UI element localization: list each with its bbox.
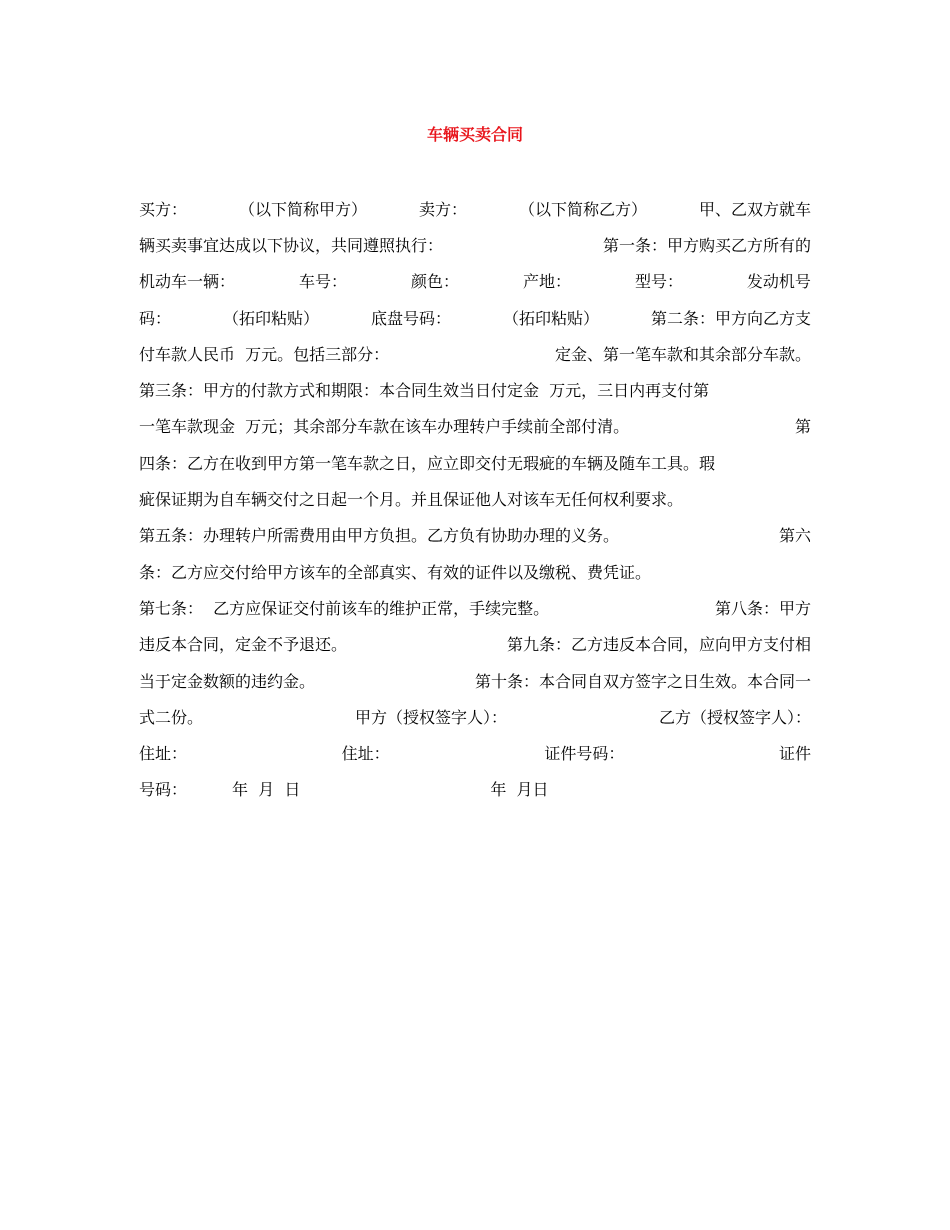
contract-text: 底盘号码： [370, 308, 451, 328]
contract-line [139, 480, 811, 516]
contract-text: 第三条：甲方的付款方式和期限：本合同生效当日付定金 万元，三日内再支付第 [139, 381, 710, 401]
contract-text: 定金、第一笔车款和其余部分车款。 [554, 344, 811, 364]
contract-text: 型号： [634, 272, 683, 292]
contract-line [139, 371, 811, 407]
contract-text: （拓印粘贴） [222, 308, 319, 328]
contract-line [139, 553, 811, 589]
contract-text: 第五条：办理转户所需费用由甲方负担。乙方负有协助办理的义务。 [139, 526, 620, 546]
contract-text: 码： [139, 308, 172, 328]
contract-text: 甲、乙双方就车 [698, 199, 811, 219]
contract-line [139, 444, 811, 480]
document-title: 车辆买卖合同 [426, 125, 523, 144]
contract-text: 当于定金数额的违约金。 [139, 671, 316, 691]
contract-text: 违反本合同，定金不予退还。 [139, 635, 348, 655]
contract-line [139, 263, 811, 299]
contract-text: 第十条：本合同自双方签字之日生效。本合同一 [474, 671, 811, 691]
contract-text: 第 [794, 417, 811, 437]
contract-text: 乙方（授权签字人）： [658, 707, 811, 727]
contract-text: 车号： [298, 272, 347, 292]
contract-text: 号码： [139, 780, 188, 800]
contract-line [139, 299, 811, 335]
contract-line [139, 626, 811, 662]
contract-text: 付车款人民币 万元。包括三部分： [139, 344, 390, 364]
contract-line [139, 408, 811, 444]
contract-text: 第九条：乙方违反本合同，应向甲方支付相 [506, 635, 811, 655]
contract-line [139, 190, 811, 226]
contract-text: 第八条：甲方 [714, 598, 811, 618]
contract-text: 疵保证期为自车辆交付之日起一个月。并且保证他人对该车无任何权利要求。 [139, 490, 684, 510]
contract-text: 年 月 日 [232, 780, 301, 800]
contract-text: 证件 [778, 744, 811, 764]
contract-text: （拓印粘贴） [502, 308, 599, 328]
contract-line [139, 698, 811, 734]
contract-line [139, 335, 811, 371]
contract-text: 住址： [341, 744, 390, 764]
contract-text: 四条：乙方在收到甲方第一笔车款之日，应立即交付无瑕疵的车辆及随车工具。瑕 [139, 453, 716, 473]
contract-line [139, 226, 811, 262]
contract-text: 第二条：甲方向乙方支 [650, 308, 811, 328]
contract-line [139, 589, 811, 625]
contract-text: 辆买卖事宜达成以下协议，共同遵照执行： [139, 235, 444, 255]
contract-text: （以下简称乙方） [518, 199, 647, 219]
contract-text: （以下简称甲方） [238, 199, 367, 219]
contract-text: 证件号码： [544, 744, 625, 764]
contract-line [139, 662, 811, 698]
contract-text: 颜色： [410, 272, 459, 292]
contract-text: 产地： [522, 272, 571, 292]
contract-line [139, 771, 811, 807]
contract-text: 年 月日 [490, 780, 549, 800]
contract-text: 第六 [778, 526, 811, 546]
contract-text: 第一条：甲方购买乙方所有的 [602, 235, 811, 255]
contract-text: 甲方（授权签字人）： [354, 707, 507, 727]
contract-text: 条：乙方应交付给甲方该车的全部真实、有效的证件以及缴税、费凭证。 [139, 562, 652, 582]
contract-text: 发动机号 [746, 272, 811, 292]
contract-line [139, 517, 811, 553]
contract-text: 第七条： 乙方应保证交付前该车的维护正常，手续完整。 [139, 598, 550, 618]
contract-text: 买方： [139, 199, 188, 219]
contract-text: 机动车一辆： [139, 272, 236, 292]
contract-body [139, 190, 811, 807]
contract-line [139, 734, 811, 770]
contract-text: 住址： [139, 744, 188, 764]
contract-text: 卖方： [418, 199, 467, 219]
contract-text: 式二份。 [139, 707, 204, 727]
contract-text: 一笔车款现金 万元；其余部分车款在该车办理转户手续前全部付清。 [139, 417, 630, 437]
